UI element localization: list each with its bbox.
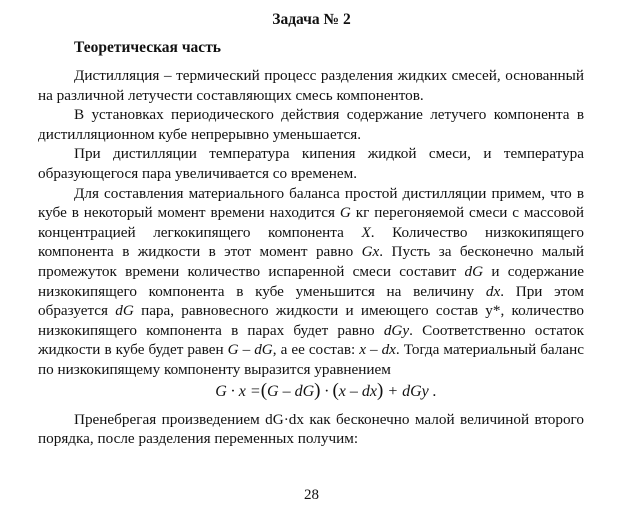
p4-text: , а ее состав: xyxy=(272,341,360,359)
eq-dot: · xyxy=(320,382,333,400)
p4-text: и содержание низкокипящего компонента в кубе уменьшится на величину xyxy=(38,262,584,300)
paragraph-4 xyxy=(38,184,584,380)
eq-lhs: G · x = xyxy=(215,382,261,400)
var-dgy: dGy xyxy=(383,321,410,339)
paragraph-3: При дистилляции температура кипения жидкой смеси, и температура образующегося пара увеличивается со временем. xyxy=(38,145,584,182)
section-heading: Теоретическая часть xyxy=(74,39,222,56)
eq-term-a: G – dG xyxy=(267,382,315,400)
var-dg: dG xyxy=(115,302,134,320)
problem-title: Задача № 2 xyxy=(272,11,351,28)
eq-paren: ) xyxy=(314,379,321,401)
eq-paren: ) xyxy=(376,379,384,401)
eq-paren: ( xyxy=(332,379,339,401)
expr-g-minus-dg: G – dG xyxy=(227,341,273,359)
eq-paren: ( xyxy=(260,379,268,401)
p4-text: . Количество низкокипящего компонента в жидкости в этот момент равно xyxy=(38,223,584,261)
p4-text: . Пусть за бесконечно малый промежуток времени количество испаренной смеси составит xyxy=(38,243,584,280)
eq-tail: + dGy . xyxy=(383,382,437,400)
p4-text: пара, равновесного жидкости и имеющего состав y*, количество низкокипящего компонента в парах будет равно xyxy=(38,302,584,339)
p4-text: . При этом образуется xyxy=(38,282,585,320)
var-gx: Gx xyxy=(361,243,380,261)
paragraph-2: В установках периодического действия содержание летучего компонента в дистилляционном кубе непрерывно уменьшается. xyxy=(38,106,584,143)
paragraph-5: Пренебрегая произведением dG·dx как бесконечно малой величиной второго порядка, после разделения переменных получим: xyxy=(38,410,584,448)
page-number: 28 xyxy=(304,487,319,503)
p4-text: . Соответственно остаток жидкости в кубе будет равен xyxy=(38,321,585,359)
paragraph-1: Дистилляция – термический процесс разделения жидких смесей, основанный на различной летучести составляющих смесь компонентов. xyxy=(38,67,584,104)
p4-text: кг перегоняемой смеси с массовой концентрацией легкокипящего компонента xyxy=(38,204,584,241)
p4-text: Для составления материального баланса простой дистилляции примем, что в кубе в некоторый момент времени находится xyxy=(38,184,584,222)
var-g: G xyxy=(339,204,351,222)
var-dg: dG xyxy=(464,262,484,280)
var-dx: dx xyxy=(485,282,501,300)
eq-term-b: x – dx xyxy=(338,382,377,400)
body-text xyxy=(38,66,584,449)
p4-text: . Тогда материальный баланс по низкокипящему компоненту выразится уравнением xyxy=(38,341,584,378)
expr-x-minus-dx: x – dx xyxy=(359,341,396,359)
var-x: X xyxy=(361,223,371,241)
balance-equation xyxy=(38,380,584,402)
